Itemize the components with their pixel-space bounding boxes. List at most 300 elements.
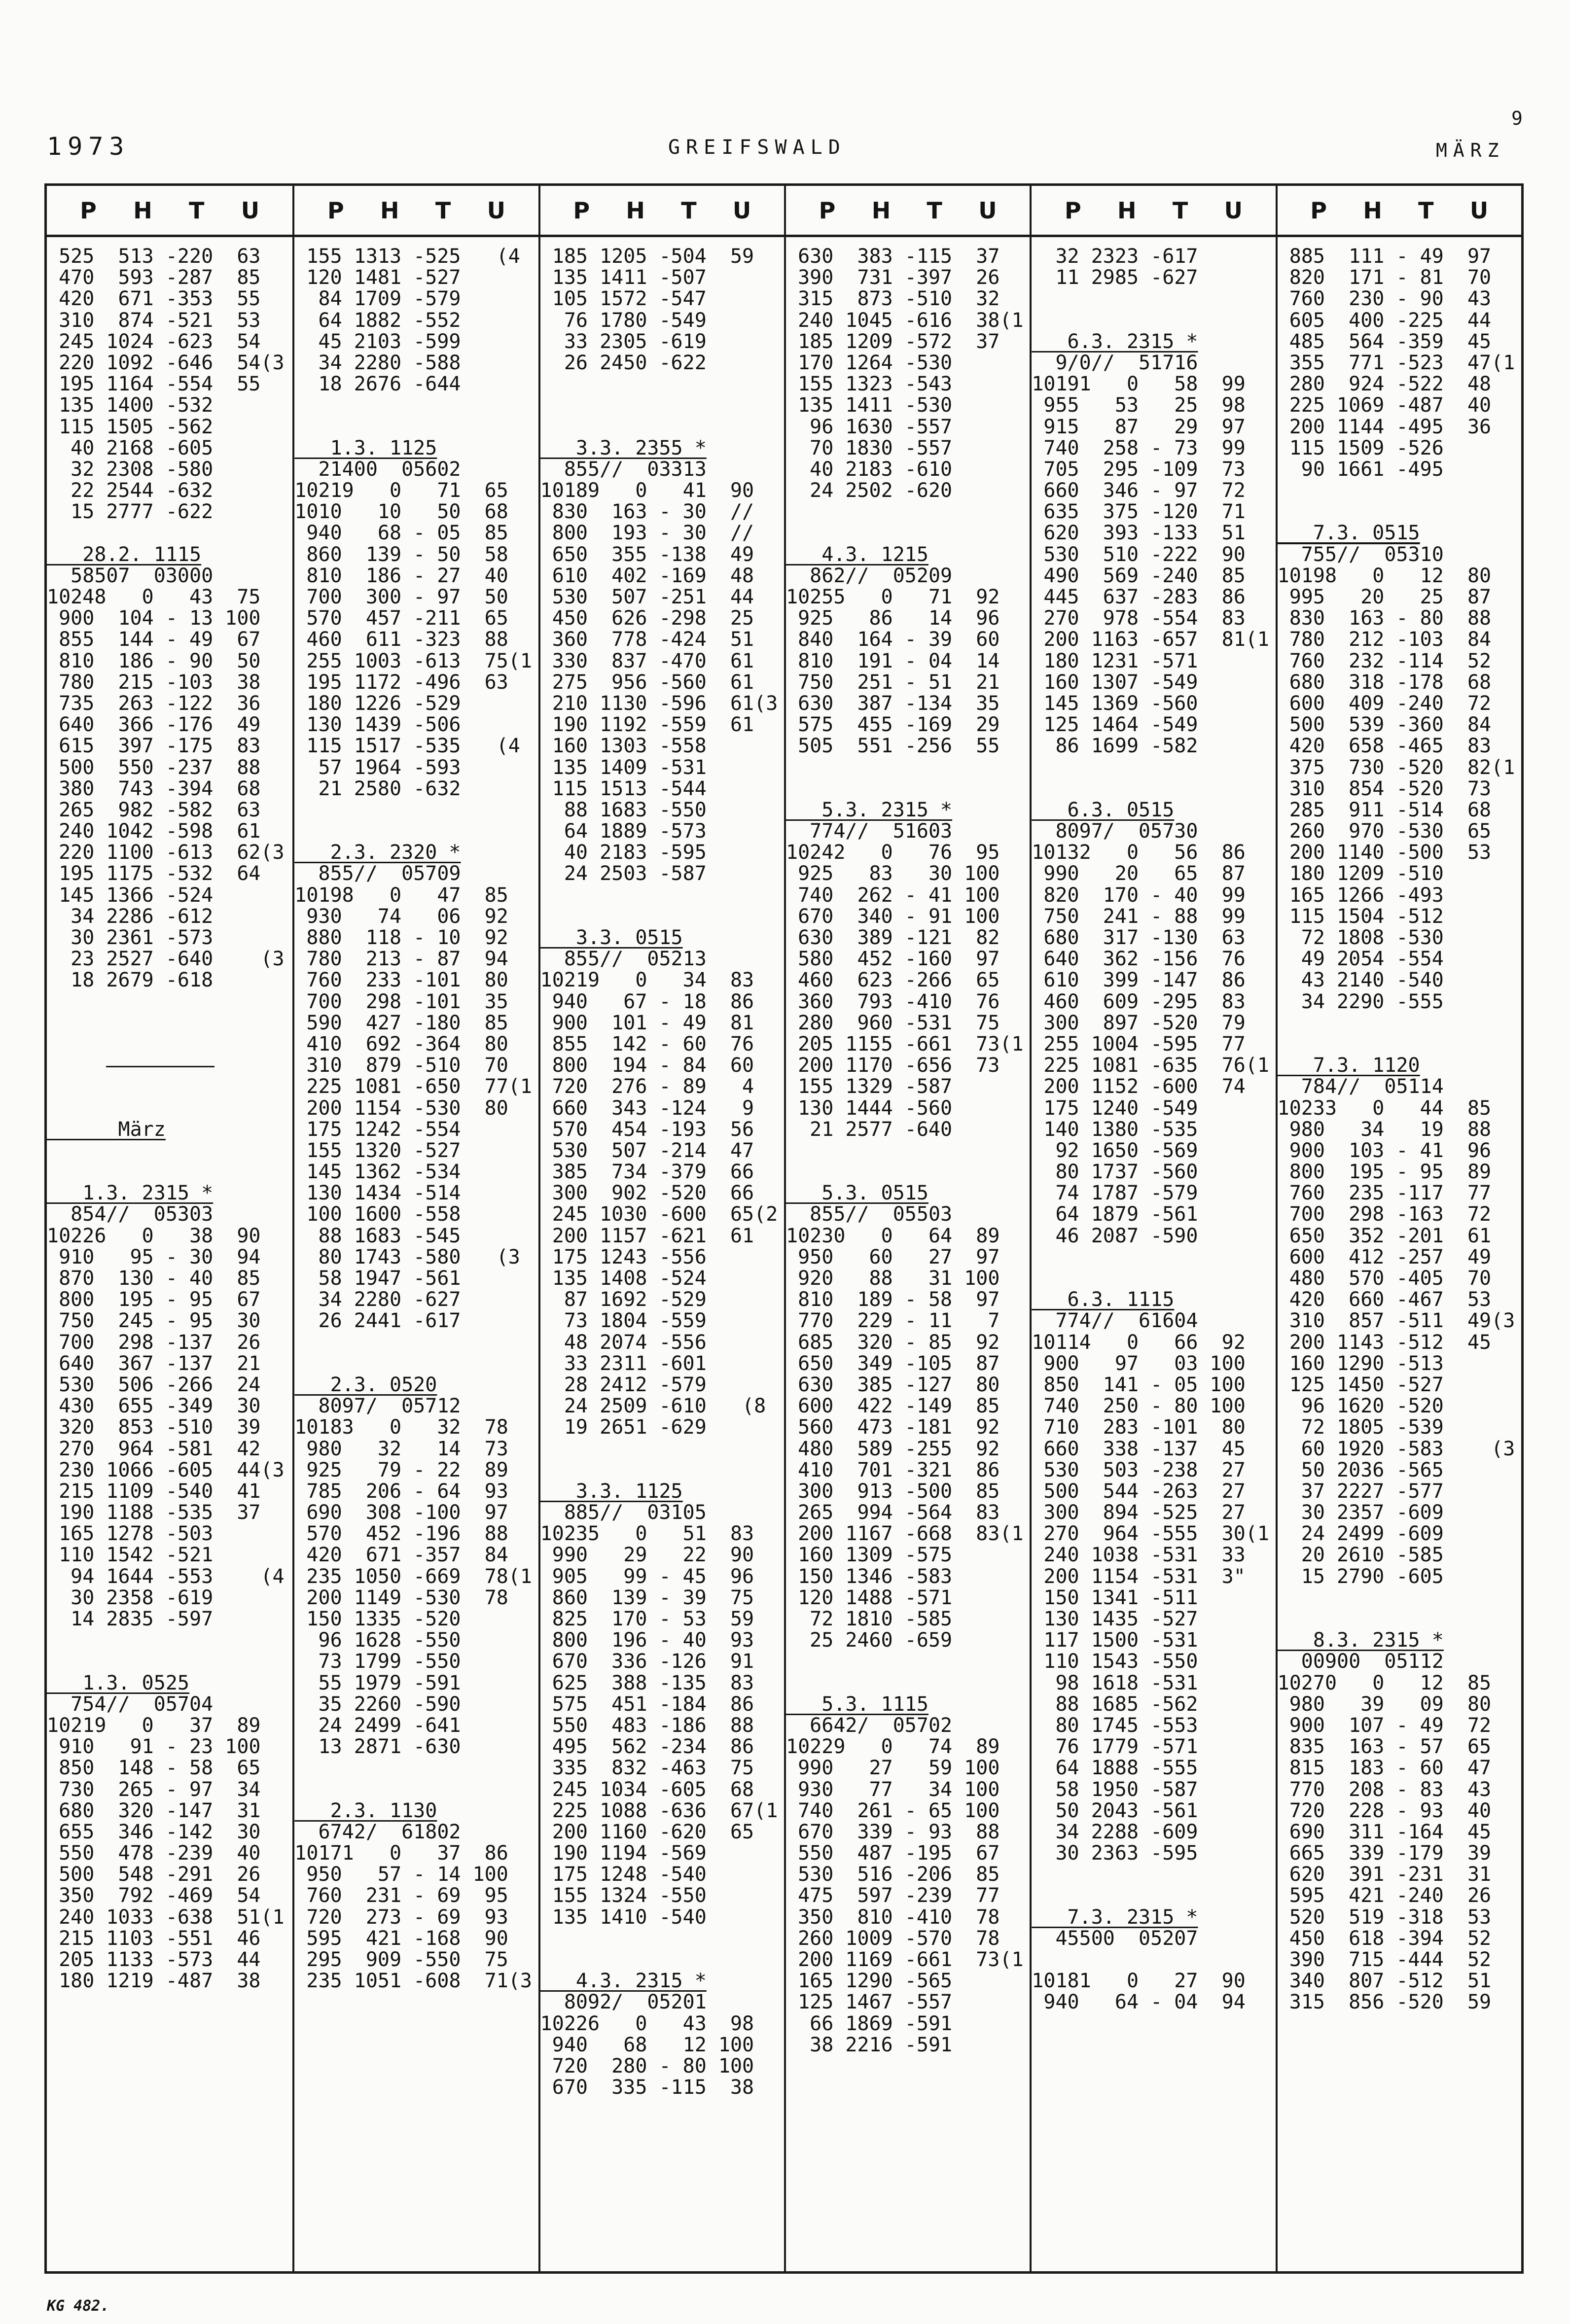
data-row: 750 245 - 95 30: [47, 1310, 261, 1332]
data-row: 200 1163 -657 81(1: [1032, 629, 1269, 651]
data-row: 10242 0 76 95: [785, 842, 1000, 864]
data-row: 390 715 -444 52: [1277, 1949, 1492, 1971]
column-header-label: H: [871, 197, 891, 224]
data-row: 820 170 - 40 99: [1032, 884, 1246, 906]
data-row: 210 1130 -596 61(3: [540, 693, 778, 715]
spacer: [47, 1140, 292, 1162]
data-row: 665 339 -179 39: [1277, 1843, 1492, 1865]
data-row: 815 183 - 60 47: [1277, 1758, 1492, 1779]
data-row: 600 412 -257 49: [1277, 1246, 1492, 1268]
data-row: 120 1481 -527: [294, 267, 461, 289]
data-row: 495 562 -234 86: [540, 1736, 754, 1758]
data-row: 88 1683 -545: [294, 1225, 461, 1247]
spacer: [1032, 310, 1275, 331]
column-header-label: P: [1310, 197, 1327, 224]
data-row: 200 1140 -500 53: [1277, 842, 1492, 864]
data-row: 215 1103 -551 46: [47, 1928, 261, 1949]
data-row: 46 2087 -590: [1032, 1225, 1198, 1247]
spacer: [1278, 1609, 1521, 1630]
data-row: 35 2260 -590: [294, 1693, 461, 1715]
data-row: 774// 61604: [1032, 1310, 1198, 1332]
data-row: 190 1188 -535 37: [47, 1502, 261, 1524]
sounding-heading: 2.3. 1130: [294, 1800, 437, 1822]
data-row: 10132 0 56 86: [1032, 842, 1246, 864]
table-column: [292, 186, 538, 2271]
data-row: 40 2183 -610: [785, 458, 953, 481]
spacer: [1278, 501, 1521, 523]
data-row: 810 186 - 27 40: [294, 565, 508, 587]
data-row: 990 20 65 87: [1032, 863, 1246, 885]
data-row: 915 87 29 97: [1032, 416, 1246, 438]
data-row: 88 1685 -562: [1032, 1693, 1198, 1715]
data-row: 34 2290 -555: [1277, 991, 1444, 1013]
data-row: 180 1226 -529: [294, 693, 461, 715]
data-row: 33 2311 -601: [540, 1353, 707, 1374]
data-row: 375 730 -520 82(1: [1277, 757, 1515, 778]
spacer: [47, 523, 292, 544]
data-row: 190 1194 -569: [540, 1843, 707, 1865]
data-row: 754// 05704: [47, 1693, 214, 1715]
column-header: [1032, 186, 1275, 237]
data-row: 80 1743 -580 (3: [294, 1246, 520, 1268]
column-header: [47, 186, 292, 237]
data-row: 24 2499 -609: [1277, 1523, 1444, 1545]
data-row: 350 810 -410 78: [785, 1906, 1000, 1928]
data-row: 24 2503 -587: [540, 863, 707, 885]
data-row: 270 964 -555 30(1: [1032, 1523, 1269, 1545]
data-row: 135 1409 -531: [540, 757, 707, 778]
data-row: 135 1411 -530: [785, 395, 953, 417]
data-row: 245 1030 -600 65(2: [540, 1204, 778, 1226]
column-header-label: H: [1117, 197, 1137, 224]
data-row: 160 1303 -558: [540, 736, 707, 757]
data-row: 610 402 -169 48: [540, 565, 754, 587]
spacer: [786, 1651, 1030, 1672]
data-row: 610 399 -147 86: [1032, 970, 1246, 991]
data-row: 575 451 -184 86: [540, 1693, 754, 1715]
data-row: 200 1170 -656 73: [785, 1055, 1000, 1077]
data-row: 30 2358 -619: [47, 1587, 214, 1609]
data-row: 300 902 -520 66: [540, 1183, 754, 1204]
data-row: 260 970 -530 65: [1277, 821, 1492, 843]
data-row: 700 298 -137 26: [47, 1332, 261, 1353]
data-row: 355 771 -523 47(1: [1277, 352, 1515, 374]
spacer: [786, 1140, 1030, 1162]
data-row: 774// 51603: [785, 821, 953, 843]
station-name: GREIFSWALD: [668, 136, 846, 159]
data-row: 275 956 -560 61: [540, 671, 754, 693]
data-row: 43 2140 -540: [1277, 970, 1444, 991]
column-header-label: P: [327, 197, 344, 224]
data-row: 300 913 -500 85: [785, 1480, 1000, 1503]
data-row: 215 1109 -540 41: [47, 1480, 261, 1503]
data-row: 870 130 - 40 85: [47, 1268, 261, 1290]
column-header-label: U: [487, 197, 505, 224]
data-row: 640 362 -156 76: [1032, 949, 1246, 970]
data-row: 190 1192 -559 61: [540, 714, 754, 736]
sounding-heading: 2.3. 0520: [294, 1374, 437, 1396]
data-row: 115 1513 -544: [540, 778, 707, 800]
sounding-table: [44, 183, 1524, 2274]
data-row: 784// 05114: [1277, 1076, 1444, 1098]
data-row: 600 409 -240 72: [1277, 693, 1492, 715]
data-row: 135 1410 -540: [540, 1906, 707, 1928]
column-header-label: T: [681, 197, 697, 224]
data-row: 64 1889 -573: [540, 821, 707, 843]
data-row: 72 1810 -585: [785, 1609, 953, 1630]
data-row: 310 854 -520 73: [1277, 778, 1492, 800]
data-row: 705 295 -109 73: [1032, 458, 1246, 481]
data-row: 10233 0 44 85: [1277, 1097, 1492, 1119]
data-row: 900 104 - 13 100: [47, 608, 261, 630]
sounding-heading: März: [47, 1119, 166, 1140]
data-row: 220 1092 -646 54(3: [47, 352, 285, 374]
data-row: 58 1950 -587: [1032, 1779, 1198, 1800]
data-row: 680 320 -147 31: [47, 1800, 261, 1822]
data-row: 630 387 -134 35: [785, 693, 1000, 715]
data-row: 940 64 - 04 94: [1032, 1992, 1246, 2013]
sounding-heading: 4.3. 1215: [785, 544, 928, 565]
data-row: 420 658 -465 83: [1277, 736, 1492, 757]
column-header-label: U: [732, 197, 751, 224]
data-row: 575 455 -169 29: [785, 714, 1000, 736]
data-row: 600 422 -149 85: [785, 1396, 1000, 1417]
column-header-label: H: [133, 197, 152, 224]
data-row: 710 283 -101 80: [1032, 1417, 1246, 1439]
data-row: 155 1313 -525 (4: [294, 246, 520, 268]
data-row: 500 550 -237 88: [47, 757, 261, 778]
data-row: 225 1081 -635 76(1: [1032, 1055, 1269, 1077]
data-row: 315 856 -520 59: [1277, 1992, 1492, 2013]
data-row: 830 163 - 80 88: [1277, 608, 1492, 630]
data-row: 48 2074 -556: [540, 1332, 707, 1353]
data-row: 165 1266 -493: [1277, 884, 1444, 906]
data-row: 200 1157 -621 61: [540, 1225, 754, 1247]
spacer: [1278, 1587, 1521, 1609]
data-row: 115 1509 -526: [1277, 437, 1444, 459]
spacer: [294, 417, 538, 438]
sounding-heading: 7.3. 1120: [1277, 1055, 1420, 1077]
sounding-heading: 8.3. 2315 *: [1277, 1630, 1444, 1652]
column-header-label: T: [435, 197, 451, 224]
column-body: [47, 237, 292, 1992]
data-row: 240 1045 -616 38(1: [785, 310, 1024, 331]
spacer: [540, 1928, 784, 1949]
data-row: 72 1805 -539: [1277, 1417, 1444, 1439]
column-header-label: U: [1224, 197, 1243, 224]
spacer: [540, 1439, 784, 1460]
sounding-heading: 7.3. 0515: [1277, 523, 1420, 544]
data-row: 34 2280 -588: [294, 352, 461, 374]
data-row: 660 343 -124 9: [540, 1097, 754, 1119]
spacer: [540, 906, 784, 927]
data-row: 165 1278 -503: [47, 1523, 214, 1545]
column-header: [786, 186, 1030, 237]
spacer: [786, 1162, 1030, 1183]
spacer: [1032, 1247, 1275, 1268]
data-row: 34 2288 -609: [1032, 1821, 1198, 1843]
spacer: [47, 1630, 292, 1651]
column-header-label: H: [626, 197, 645, 224]
data-row: 650 352 -201 61: [1277, 1225, 1492, 1247]
data-row: 8092/ 05201: [540, 1992, 707, 2013]
data-row: 650 349 -105 87: [785, 1353, 1000, 1374]
data-row: 200 1152 -600 74: [1032, 1076, 1246, 1098]
spacer: [47, 1162, 292, 1183]
data-row: 905 99 - 45 96: [540, 1566, 754, 1587]
data-row: 30 2357 -609: [1277, 1502, 1444, 1524]
data-row: 140 1380 -535: [1032, 1119, 1198, 1140]
spacer: [540, 1460, 784, 1481]
data-row: 360 793 -410 76: [785, 991, 1000, 1013]
sounding-heading: 1.3. 1125: [294, 437, 437, 459]
data-row: 86 1699 -582: [1032, 736, 1198, 757]
data-row: 8097/ 05712: [294, 1396, 461, 1417]
sounding-heading: 7.3. 2315 *: [1032, 1906, 1198, 1928]
data-row: 800 195 - 95 67: [47, 1289, 261, 1311]
spacer: [47, 1034, 292, 1055]
data-row: 125 1464 -549: [1032, 714, 1198, 736]
spacer: [294, 1758, 538, 1779]
data-row: 660 338 -137 45: [1032, 1438, 1246, 1460]
data-row: 720 273 - 69 93: [294, 1906, 508, 1928]
data-row: 130 1434 -514: [294, 1183, 461, 1204]
table-column: [1276, 186, 1521, 2271]
column-body: [540, 237, 784, 2098]
data-row: 900 103 - 41 96: [1277, 1140, 1492, 1162]
data-row: 10270 0 12 85: [1277, 1672, 1492, 1694]
data-row: 240 1033 -638 51(1: [47, 1906, 285, 1928]
data-row: 10229 0 74 89: [785, 1736, 1000, 1758]
spacer: [786, 523, 1030, 544]
data-row: 225 1069 -487 40: [1277, 395, 1492, 417]
spacer: [294, 800, 538, 821]
data-row: 14 2835 -597: [47, 1609, 214, 1630]
data-row: 630 389 -121 82: [785, 927, 1000, 949]
data-row: 160 1290 -513: [1277, 1353, 1444, 1374]
data-row: 750 241 - 88 99: [1032, 906, 1246, 927]
data-row: 94 1644 -553 (4: [47, 1566, 285, 1587]
data-row: 850 148 - 58 65: [47, 1758, 261, 1779]
data-row: 200 1160 -620 65: [540, 1821, 754, 1843]
data-row: 195 1164 -554 55: [47, 374, 261, 395]
sounding-heading: 5.3. 0515: [785, 1183, 928, 1204]
page-number: 9: [1511, 107, 1523, 129]
data-row: 74 1787 -579: [1032, 1183, 1198, 1204]
data-row: 550 487 -195 67: [785, 1843, 1000, 1865]
data-row: 200 1154 -531 3": [1032, 1566, 1246, 1587]
data-row: 685 320 - 85 92: [785, 1332, 1000, 1353]
data-row: 115 1517 -535 (4: [294, 736, 520, 757]
data-row: 96 1620 -520: [1277, 1396, 1444, 1417]
data-row: 22 2544 -632: [47, 480, 214, 502]
data-row: 785 206 - 64 93: [294, 1480, 508, 1503]
data-row: 125 1450 -527: [1277, 1374, 1444, 1396]
data-row: 110 1542 -521: [47, 1545, 214, 1566]
data-row: 720 276 - 89 4: [540, 1076, 754, 1098]
data-row: 445 637 -283 86: [1032, 587, 1246, 608]
data-row: 265 982 -582 63: [47, 799, 261, 821]
data-row: 155 1324 -550: [540, 1885, 707, 1907]
data-row: 590 427 -180 85: [294, 1012, 508, 1034]
data-row: 635 375 -120 71: [1032, 501, 1246, 523]
data-row: 25 2460 -659: [785, 1630, 953, 1652]
data-row: 500 539 -360 84: [1277, 714, 1492, 736]
data-row: 825 170 - 53 59: [540, 1609, 754, 1630]
data-row: 980 34 19 88: [1277, 1119, 1492, 1140]
sounding-heading: 3.3. 0515: [540, 927, 683, 949]
data-row: 255 1003 -613 75(1: [294, 650, 532, 672]
data-row: 430 655 -349 30: [47, 1396, 261, 1417]
column-header-label: P: [573, 197, 590, 224]
column-header-label: U: [1469, 197, 1489, 224]
data-row: 84 1709 -579: [294, 288, 461, 310]
data-row: 90 1661 -495: [1277, 458, 1444, 481]
sounding-heading: 6.3. 0515: [1032, 799, 1175, 821]
data-row: 350 792 -469 54: [47, 1885, 261, 1907]
data-row: 145 1362 -534: [294, 1162, 461, 1183]
spacer: [1032, 1268, 1275, 1289]
spacer: [1278, 480, 1521, 501]
data-row: 10219 0 71 65: [294, 480, 508, 502]
spacer: [540, 417, 784, 438]
data-row: 625 388 -135 83: [540, 1672, 754, 1694]
data-row: 10230 0 64 89: [785, 1225, 1000, 1247]
data-row: 360 778 -424 51: [540, 629, 754, 651]
data-row: 21 2577 -640: [785, 1119, 953, 1140]
data-row: 155 1323 -543: [785, 374, 953, 395]
data-row: 24 2499 -641: [294, 1715, 461, 1737]
table-column: [784, 186, 1030, 2271]
data-row: 310 879 -510 70: [294, 1055, 508, 1077]
data-row: 760 230 - 90 43: [1277, 288, 1492, 310]
data-row: 260 1009 -570 78: [785, 1928, 1000, 1949]
data-row: 21 2580 -632: [294, 778, 461, 800]
data-row: 930 74 06 92: [294, 906, 508, 927]
data-row: 570 454 -193 56: [540, 1119, 754, 1140]
data-row: 980 32 14 73: [294, 1438, 508, 1460]
spacer: [1032, 1885, 1275, 1906]
data-row: 240 1042 -598 61: [47, 821, 261, 843]
data-row: 30 2361 -573: [47, 927, 214, 949]
data-row: 155 1329 -587: [785, 1076, 953, 1098]
data-row: 34 2280 -627: [294, 1289, 461, 1311]
data-row: 862// 05209: [785, 565, 953, 587]
data-row: 58 1947 -561: [294, 1268, 461, 1290]
data-row: 180 1219 -487 38: [47, 1971, 261, 1992]
data-row: 550 483 -186 88: [540, 1715, 754, 1737]
data-row: 58507 03000: [47, 565, 214, 587]
data-row: 73 1799 -550: [294, 1651, 461, 1673]
data-row: 750 251 - 51 21: [785, 671, 1000, 693]
data-row: 88 1683 -550: [540, 799, 707, 821]
sounding-heading: 1.3. 2315 *: [47, 1183, 214, 1204]
data-row: 460 609 -295 83: [1032, 991, 1246, 1013]
column-body: [1032, 237, 1275, 2013]
spacer: [1278, 1034, 1521, 1055]
data-row: 37 2227 -577: [1277, 1480, 1444, 1503]
data-row: 70 1830 -557: [785, 437, 953, 459]
data-row: 255 1004 -595 77: [1032, 1033, 1246, 1056]
column-header-label: T: [1418, 197, 1434, 224]
data-row: 920 88 31 100: [785, 1268, 1000, 1290]
data-row: 15 2777 -622: [47, 501, 214, 523]
data-row: 940 68 - 05 85: [294, 523, 508, 544]
data-row: 910 95 - 30 94: [47, 1246, 261, 1268]
data-row: 8097/ 05730: [1032, 821, 1198, 843]
data-row: 10181 0 27 90: [1032, 1971, 1246, 1992]
sounding-heading: 28.2. 1115: [47, 544, 202, 565]
data-row: 10235 0 51 83: [540, 1523, 754, 1545]
data-row: 24 2502 -620: [785, 480, 953, 502]
data-row: 10219 0 37 89: [47, 1715, 261, 1737]
data-row: 64 1882 -552: [294, 310, 461, 331]
data-row: 200 1149 -530 78: [294, 1587, 508, 1609]
column-header: [540, 186, 784, 237]
data-row: 310 874 -521 53: [47, 310, 261, 331]
data-row: 335 832 -463 75: [540, 1758, 754, 1779]
data-row: 130 1439 -506: [294, 714, 461, 736]
spacer: [1032, 288, 1275, 310]
data-row: 830 163 - 30 //: [540, 501, 754, 523]
data-row: 755// 05310: [1277, 544, 1444, 565]
data-row: 50 2043 -561: [1032, 1800, 1198, 1822]
data-row: 300 897 -520 79: [1032, 1012, 1246, 1034]
data-row: 570 457 -211 65: [294, 608, 508, 630]
data-row: 23 2527 -640 (3: [47, 949, 285, 970]
data-row: 15 2790 -605: [1277, 1566, 1444, 1587]
sounding-heading: 4.3. 2315 *: [540, 1971, 707, 1992]
data-row: 760 232 -114 52: [1277, 650, 1492, 672]
data-row: 64 1888 -555: [1032, 1758, 1198, 1779]
data-row: 150 1341 -511: [1032, 1587, 1198, 1609]
data-row: 620 391 -231 31: [1277, 1864, 1492, 1886]
data-row: 780 215 -103 38: [47, 671, 261, 693]
spacer: [294, 395, 538, 416]
data-row: 235 1051 -608 71(3: [294, 1971, 532, 1992]
spacer: [294, 821, 538, 842]
data-row: 1010 10 50 68: [294, 501, 508, 523]
data-row: 650 355 -138 49: [540, 544, 754, 565]
data-row: 680 318 -178 68: [1277, 671, 1492, 693]
data-row: 730 265 - 97 34: [47, 1779, 261, 1800]
report-year: 1973: [47, 132, 130, 161]
data-row: 205 1133 -573 44: [47, 1949, 261, 1971]
data-row: 420 660 -467 53: [1277, 1289, 1492, 1311]
data-row: 130 1444 -560: [785, 1097, 953, 1119]
data-row: 28 2412 -579: [540, 1374, 707, 1396]
data-row: 38 2216 -591: [785, 2034, 953, 2056]
data-row: 66 1869 -591: [785, 2013, 953, 2035]
data-row: 33 2305 -619: [540, 331, 707, 352]
data-row: 630 385 -127 80: [785, 1374, 1000, 1396]
data-row: 180 1231 -571: [1032, 650, 1198, 672]
data-row: 925 79 - 22 89: [294, 1459, 508, 1481]
data-row: 615 397 -175 83: [47, 736, 261, 757]
data-row: 185 1209 -572 37: [785, 331, 1000, 352]
data-row: 700 298 -163 72: [1277, 1204, 1492, 1226]
spacer: [540, 374, 784, 395]
data-row: 740 258 - 73 99: [1032, 437, 1246, 459]
data-row: 150 1346 -583: [785, 1566, 953, 1587]
data-row: 115 1505 -562: [47, 416, 214, 438]
data-row: 955 53 25 98: [1032, 395, 1246, 417]
data-row: 76 1779 -571: [1032, 1736, 1198, 1758]
data-row: 10171 0 37 86: [294, 1843, 508, 1865]
data-row: 485 564 -359 45: [1277, 331, 1492, 352]
data-row: 670 336 -126 91: [540, 1651, 754, 1673]
data-row: 410 692 -364 80: [294, 1033, 508, 1056]
